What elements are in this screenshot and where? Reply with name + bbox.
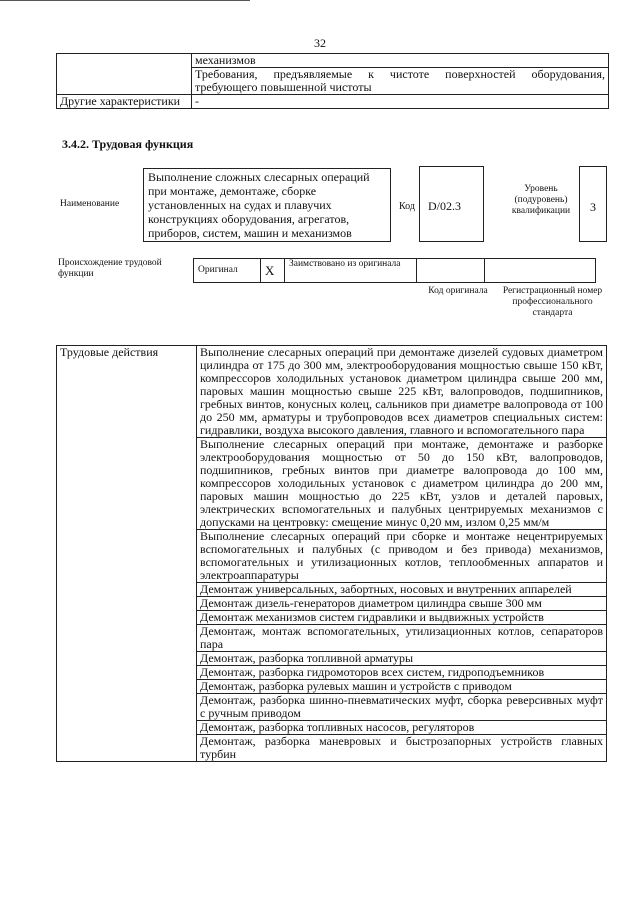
labor-action-item: Демонтаж, монтаж вспомогательных, утилизационных котлов, сепараторов пара [197,625,607,652]
code-original-label: Код оригинала [428,286,488,296]
original-mark: X [261,259,285,283]
qualification-level-label: Уровень (подуровень) квалификации [511,184,571,216]
labor-action-item: Демонтаж, разборка гидромоторов всех систем, гидроподъемников [197,666,607,680]
page-number: 32 [314,36,326,50]
code-label: Код [399,201,415,212]
cleanliness-requirements: Требования, предъявляемые к чистоте поверхностей оборудования, требующего повышенной чистоты [192,68,609,95]
function-code: D/02.3 [419,166,484,242]
labor-action-item: Демонтаж универсальных, забортных, носовых и внутренних аппарелей [197,583,607,597]
labor-action-item: Демонтаж дизель-генераторов диаметром цилиндра свыше 300 мм [197,597,607,611]
other-characteristics-value: - [192,95,609,109]
section-title: 3.4.2. Трудовая функция [62,137,194,151]
labor-action-item: Демонтаж, разборка маневровых и быстрозапорных устройств главных турбин [197,735,607,762]
labor-action-item: Демонтаж, разборка топливной арматуры [197,652,607,666]
top-rule [0,0,250,1]
labor-action-item: Выполнение слесарных операций при демонтаже дизелей судовых диаметром цилиндра от 175 до 300 мм, электрооборудования мощностью свыше 150 кВт, компрессоров холодильных установок диаметром цилиндра свыше 200 мм, паровых машин мощностью свыше 225 кВт, валопроводов, подшипников, гребных винтов, конусных колец, сальников при диаметре валопровода от 100 до 250 мм, арматуры и трубопроводов всех диаметров специальных систем: гидравлики, воздуха высокого давления, главного и вспомогательного пара [197,346,607,438]
other-characteristics-label: Другие характеристики [57,95,192,109]
origin-table [193,258,596,283]
continued-text: механизмов [192,54,609,68]
borrowed-label: Заимствовано из оригинала [285,259,417,283]
code-original-cell [417,259,485,283]
labor-action-item: Демонтаж, разборка рулевых машин и устройств с приводом [197,680,607,694]
labor-actions-label: Трудовые действия [57,346,197,762]
labor-action-item: Выполнение слесарных операций при сборке и монтаже нецентрируемых вспомогательных и палубных (с приводом и без привода) механизмов, вспомогательных и утилизационных котлов, теплообменных аппаратов и электроаппаратуры [197,530,607,583]
continued-table [56,53,609,109]
labor-action-item: Демонтаж, разборка топливных насосов, регуляторов [197,721,607,735]
qualification-level-value: 3 [579,166,607,242]
labor-action-item: Выполнение слесарных операций при монтаже, демонтаже и разборке электрооборудования мощностью от 50 до 150 кВт, валопроводов, подшипников, гребных винтов при диаметре валопровода до 100 мм, компрессоров холодильных установок с диаметром цилиндра до 200 мм, паровых машин мощностью до 225 кВт, узлов и деталей паровых, электрических вспомогательных и палубных центрируемых механизмов с допусками на центровку: смещение минус 0,20 мм, излом 0,25 мм/м [197,438,607,530]
labor-action-item: Демонтаж механизмов систем гидравлики и выдвижных устройств [197,611,607,625]
empty-label-cell [57,54,192,95]
origin-label: Происхождение трудовой функции [58,258,162,279]
labor-action-item: Демонтаж, разборка шинно-пневматических муфт, сборка реверсивных муфт с ручным приводом [197,694,607,721]
function-name: Выполнение сложных слесарных операций при монтаже, демонтаже, сборке установленных на судах и плавучих конструкциях оборудования, агрегатов, приборов, систем, машин и механизмов [143,168,391,242]
labor-action-row [57,346,607,438]
original-label: Оригинал [194,259,261,283]
labor-actions-table [56,345,607,762]
name-label: Наименование [60,199,120,209]
reg-number-cell [485,259,596,283]
reg-number-label: Регистрационный номер профессионального стандарта [502,286,603,318]
